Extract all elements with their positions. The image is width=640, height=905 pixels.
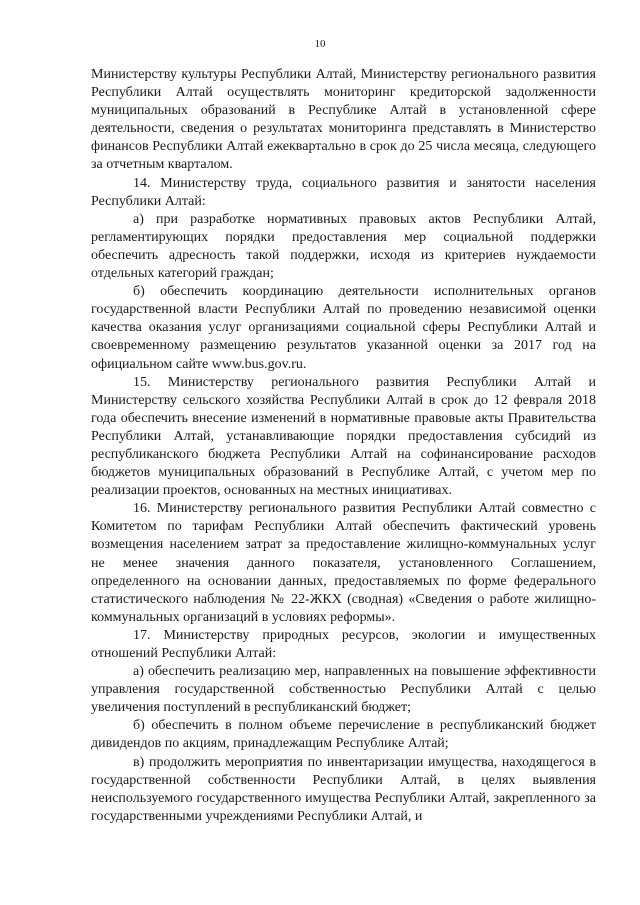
paragraph-item-17v: в) продолжить мероприятия по инвентаризации имущества, находящегося в государственной собственности Республики Алтай, в целях выявления неиспользуемого государственного имущества Республики Алтай, закрепленного за государственными учреждениями Республики Алтай, и bbox=[91, 754, 596, 824]
paragraph-intro: Министерству культуры Республики Алтай, Министерству регионального развития Республики Алтай осуществлять мониторинг кредиторской задолженности муниципальных образований в Республике Алтай в установленной сфере деятельности, сведения о результатах мониторинга представлять в Министерство финансов Республики Алтай ежеквартально в срок до 25 числа месяца, следующего за отчетным кварталом. bbox=[91, 67, 596, 173]
paragraph-item-16: 16. Министерству регионального развития Республики Алтай совместно с Комитетом по тарифам Республики Алтай обеспечить фактический уровень возмещения населением затрат за предоставление жилищно-коммунальных услуг не менее значения данного показателя, установленного Соглашением, определенного на основании данных, предоставляемых по форме федерального статистического наблюдения № 22-ЖКХ (сводная) «Сведения о работе жилищно-коммунальных организаций в условиях реформы». bbox=[91, 501, 596, 625]
paragraph-item-14: 14. Министерству труда, социального развития и занятости населения Республики Алтай: bbox=[91, 175, 596, 209]
paragraph-item-17a: а) обеспечить реализацию мер, направленных на повышение эффективности управления государственной собственностью Республики Алтай с целью увеличения поступлений в республиканский бюджет; bbox=[91, 664, 596, 716]
paragraph-item-17b: б) обеспечить в полном объеме перечисление в республиканский бюджет дивидендов по акциям, принадлежащим Республике Алтай; bbox=[91, 718, 596, 752]
paragraph-item-14b: б) обеспечить координацию деятельности исполнительных органов государственной власти Республики Алтай по проведению независимой оценки качества оказания услуг организациями социальной сферы Республики Алтай и своевременному размещению результатов указанной оценки за 2017 год на официальном сайте www.bus.gov.ru. bbox=[91, 284, 596, 372]
paragraph-item-14a: а) при разработке нормативных правовых актов Республики Алтай, регламентирующих порядки предоставления мер социальной поддержки обеспечить адресность такой поддержки, исходя из критериев нуждаемости отдельных категорий граждан; bbox=[91, 211, 596, 282]
document-body bbox=[91, 66, 596, 826]
page-number: 10 bbox=[314, 38, 326, 50]
paragraph-item-15: 15. Министерству регионального развития Республики Алтай и Министерству сельского хозяйства Республики Алтай в срок до 12 февраля 2018 года обеспечить внесение изменений в нормативные правовые акты Правительства Республики Алтай, устанавливающие порядки предоставления субсидий из республиканского бюджета Республики Алтай на софинансирование расходов бюджетов муниципальных образований в Республике Алтай, с учетом мер по реализации проектов, основанных на местных инициативах. bbox=[91, 374, 596, 499]
paragraph-item-17: 17. Министерству природных ресурсов, экологии и имущественных отношений Республики Алтай: bbox=[91, 627, 596, 661]
